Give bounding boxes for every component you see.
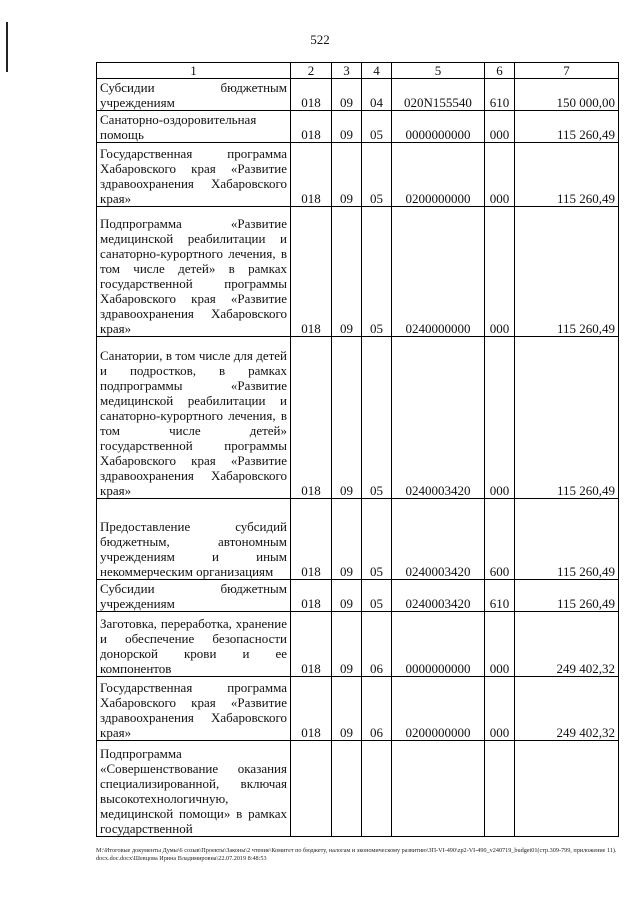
row-rz: 09 <box>332 79 362 111</box>
row-grbs: 018 <box>291 111 332 143</box>
table-header-row <box>97 63 619 79</box>
row-grbs: 018 <box>291 143 332 207</box>
row-sum: 115 260,49 <box>515 580 619 612</box>
row-grbs: 018 <box>291 612 332 677</box>
row-name: Заготовка, переработка, хранение и обеспечение безопасности донорской крови и ее компонентов <box>97 612 291 677</box>
row-name: Субсидии бюджетным учреждениям <box>97 580 291 612</box>
row-pr: 05 <box>362 143 392 207</box>
row-vr: 000 <box>485 677 515 741</box>
row-sum: 115 260,49 <box>515 207 619 337</box>
row-vr: 000 <box>485 207 515 337</box>
table-row <box>97 499 619 580</box>
row-rz: 09 <box>332 580 362 612</box>
row-sum <box>515 741 619 837</box>
row-rz <box>332 741 362 837</box>
row-grbs: 018 <box>291 79 332 111</box>
row-rz: 09 <box>332 612 362 677</box>
row-name: Подпрограмма «Развитие медицинской реабилитации и санаторно-курортного лечения, в том числе детей» в рамках государственной программы Хабаровского края «Развитие здравоохранения Хабаровского края» <box>97 207 291 337</box>
row-vr: 600 <box>485 499 515 580</box>
row-rz: 09 <box>332 207 362 337</box>
row-csr: 0200000000 <box>392 677 485 741</box>
row-name: Субсидии бюджетным учреждениям <box>97 79 291 111</box>
table-row <box>97 612 619 677</box>
row-vr: 000 <box>485 337 515 499</box>
row-csr: 0000000000 <box>392 612 485 677</box>
row-sum: 115 260,49 <box>515 499 619 580</box>
row-vr <box>485 741 515 837</box>
header-col-3: 3 <box>332 63 362 79</box>
row-sum: 249 402,32 <box>515 677 619 741</box>
table-row <box>97 207 619 337</box>
header-col-5: 5 <box>392 63 485 79</box>
row-sum: 249 402,32 <box>515 612 619 677</box>
row-vr: 000 <box>485 143 515 207</box>
row-rz: 09 <box>332 337 362 499</box>
row-vr: 610 <box>485 580 515 612</box>
row-rz: 09 <box>332 143 362 207</box>
table-row <box>97 741 619 837</box>
row-pr: 05 <box>362 499 392 580</box>
row-csr: 0240003420 <box>392 580 485 612</box>
row-vr: 610 <box>485 79 515 111</box>
row-pr: 04 <box>362 79 392 111</box>
row-pr <box>362 741 392 837</box>
table-row <box>97 580 619 612</box>
row-grbs <box>291 741 332 837</box>
row-csr: 0000000000 <box>392 111 485 143</box>
row-name: Подпрограмма «Совершенствование оказания специализированной, включая высокотехнологичную, медицинской помощи» в рамках государственной <box>97 741 291 837</box>
table-row <box>97 337 619 499</box>
row-csr: 020N155540 <box>392 79 485 111</box>
row-grbs: 018 <box>291 499 332 580</box>
table-row <box>97 111 619 143</box>
row-name: Предоставление субсидий бюджетным, автономным учреждениям и иным некоммерческим организациям <box>97 499 291 580</box>
row-pr: 05 <box>362 111 392 143</box>
row-name: Санаторно-оздоровительная помощь <box>97 111 291 143</box>
table-row <box>97 677 619 741</box>
row-name: Государственная программа Хабаровского края «Развитие здравоохранения Хабаровского края» <box>97 143 291 207</box>
budget-table <box>96 62 619 837</box>
row-rz: 09 <box>332 677 362 741</box>
header-col-2: 2 <box>291 63 332 79</box>
row-csr: 0240003420 <box>392 337 485 499</box>
row-csr: 0200000000 <box>392 143 485 207</box>
row-pr: 05 <box>362 580 392 612</box>
row-rz: 09 <box>332 111 362 143</box>
row-sum: 150 000,00 <box>515 79 619 111</box>
header-col-7: 7 <box>515 63 619 79</box>
row-name: Государственная программа Хабаровского края «Развитие здравоохранения Хабаровского края» <box>97 677 291 741</box>
row-pr: 05 <box>362 207 392 337</box>
row-grbs: 018 <box>291 677 332 741</box>
row-name: Санатории, в том числе для детей и подростков, в рамках подпрограммы «Развитие медицинской реабилитации и санаторно-курортного лечения, в том числе детей» государственной программы Хабаровского края «Развитие здравоохранения Хабаровского края» <box>97 337 291 499</box>
row-vr: 000 <box>485 111 515 143</box>
page-number: 522 <box>310 32 330 47</box>
row-sum: 115 260,49 <box>515 111 619 143</box>
row-csr: 0240000000 <box>392 207 485 337</box>
row-csr: 0240003420 <box>392 499 485 580</box>
table-row <box>97 79 619 111</box>
row-sum: 115 260,49 <box>515 337 619 499</box>
row-pr: 05 <box>362 337 392 499</box>
row-vr: 000 <box>485 612 515 677</box>
header-col-6: 6 <box>485 63 515 79</box>
row-pr: 06 <box>362 612 392 677</box>
document-path-footer: M:\Итоговые документы Думы\6 созыв\Проекты\Законы\2 чтение\Комитет по бюджету, налогам и экономическому развитию\ЗП-VI-490\zp2-VI-490_v240719_budget01(стр.309-799, приложение 11).docx.doc.docx\Шевцова Ирина Владимировна\22.07.2019 8:48:53 <box>96 847 617 862</box>
row-csr <box>392 741 485 837</box>
table-row <box>97 143 619 207</box>
row-rz: 09 <box>332 499 362 580</box>
row-grbs: 018 <box>291 580 332 612</box>
row-sum: 115 260,49 <box>515 143 619 207</box>
row-grbs: 018 <box>291 337 332 499</box>
row-pr: 06 <box>362 677 392 741</box>
row-grbs: 018 <box>291 207 332 337</box>
header-col-1: 1 <box>97 63 291 79</box>
header-col-4: 4 <box>362 63 392 79</box>
